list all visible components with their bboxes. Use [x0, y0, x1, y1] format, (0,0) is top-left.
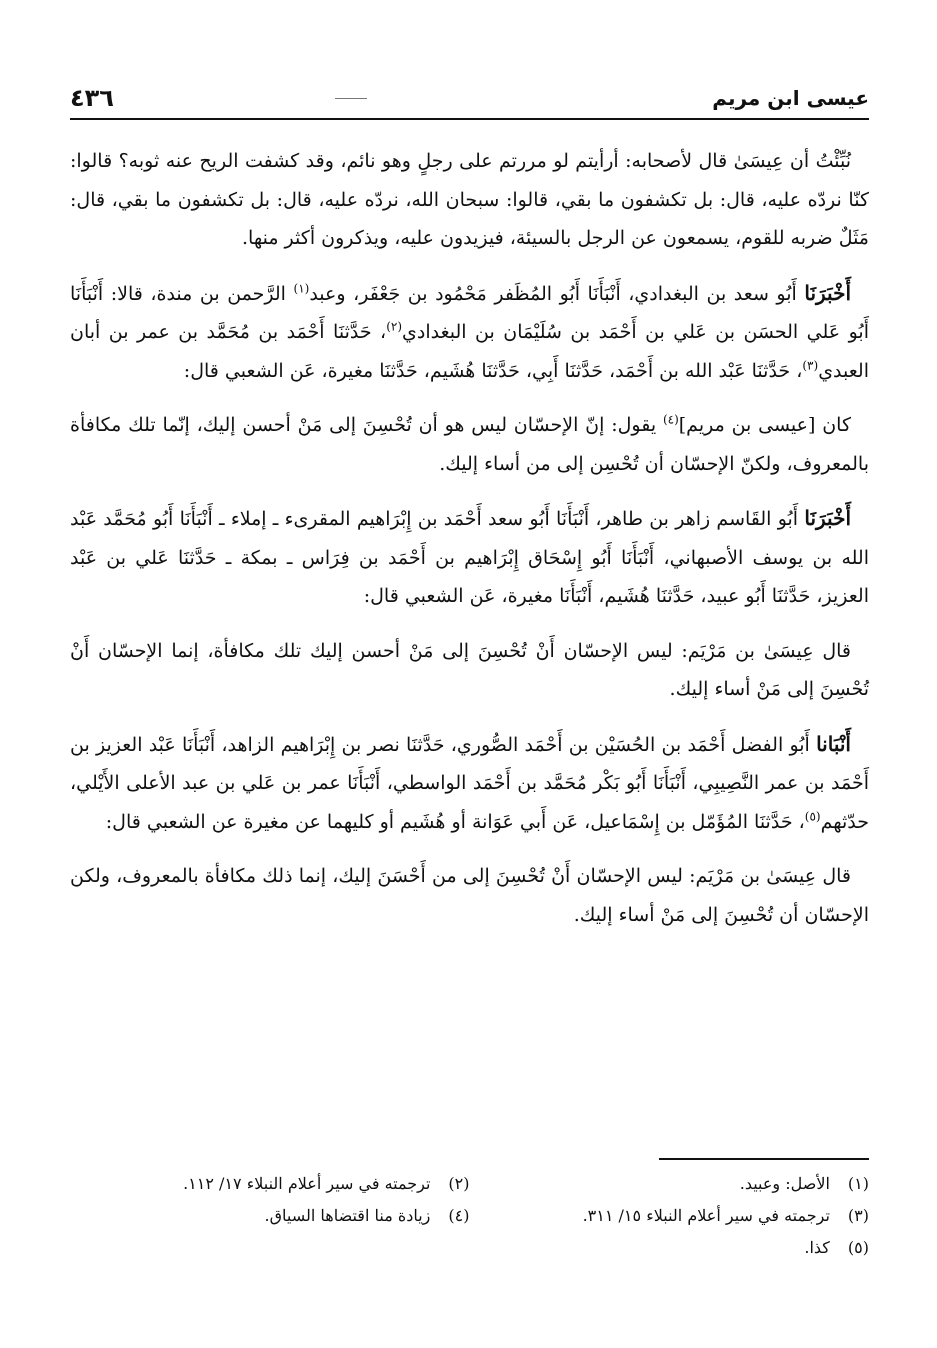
- footnote-2: [70, 1168, 470, 1200]
- footnote-marker: (٢): [386, 319, 403, 334]
- footnote-marker: (١): [293, 281, 310, 296]
- body-text: [70, 142, 869, 950]
- footnote-number: (٥): [847, 1238, 869, 1257]
- isnad-lead-word: أَنْبَانا: [816, 731, 851, 756]
- footnote-number: (١): [847, 1174, 869, 1193]
- text-run: ، حَدَّثنَا عَبْد الله بن أَحْمَد، حَدَّثنَا أَبِي، حَدَّثنَا هُشَيم، حَدَّثنَا مغيرة، عَن الشعبي قال:: [183, 359, 803, 382]
- body-paragraph: [70, 725, 869, 842]
- isnad-lead-word: أَخْبَرَنَا: [804, 280, 851, 305]
- footnote-rule: [659, 1158, 869, 1160]
- text-run: قال عِيسَىٰ بن مَرْيَم: ليس الإحسّان أَنْ تُحْسِنَ إلى مَنْ أحسن إليك تلك مكافأة، إنما الإحسّان أَنْ تُحْسِنَ إلى مَنْ أساء إليك.: [70, 639, 869, 700]
- text-run: نُبِّئْتُ أن عِيسَىٰ قال لأصحابه: أرأيتم لو مررتم على رجلٍ وهو نائم، وقد كشفت الريح عنه ثوبه؟ قالوا: كنّا نردّه عليه، قال: بل تكشفون ما بقي، قالوا: سبحان الله، نردّه عليه، قال: بل تكشفون ما بقي، قال: مَثَلٌ ضربه للقوم، يسمعون عن الرجل بالسيئة، فيزيدون عليه، ويذكرون أكثر منها.: [70, 150, 869, 249]
- text-run: أَبُو سعد بن البغدادي، أَنْبَأَنَا أَبُو المُظَفر مَحْمُود بن جَعْفَر، وعبد: [309, 282, 805, 305]
- footnote-number: (٤): [448, 1206, 470, 1225]
- text-run: ، حَدَّثنَا أَحْمَد بن مُحَمَّد بن عمر بن أبان العبدي: [70, 321, 869, 382]
- body-paragraph: [70, 406, 869, 483]
- body-paragraph: [70, 274, 869, 391]
- footnote-text: الأصل: وعبيد.: [739, 1174, 830, 1193]
- footnote-4: [70, 1200, 470, 1232]
- footnote-number: (٣): [847, 1206, 869, 1225]
- footnote-3: [470, 1200, 870, 1232]
- footnote-marker: (٣): [802, 358, 819, 373]
- footnote-5: [470, 1232, 870, 1264]
- footnote-text: ترجمته في سير أعلام النبلاء ١٥/ ٣١١.: [582, 1206, 830, 1225]
- footnote-number: (٢): [448, 1174, 470, 1193]
- text-run: أَبُو القَاسم زاهر بن طاهر، أَنْبَأَنَا أَبُو سعد أَحْمَد بن إِبْرَاهيم المقرىء ـ إملاء ـ أَنْبَأَنَا أَبُو مُحَمَّد عَبْد الله بن يوسف الأصبهاني، أَنْبَأَنَا أَبُو إِسْحَاق إِبْرَاهيم بن أَحْمَد بن فِرَاس ـ بمكة ـ حَدَّثنَا عَلي بن عَبْد العزيز، حَدَّثنَا أَبُو عبيد، حَدَّثنَا هُشَيم، أَنْبَأَنَا مغيرة، عَن الشعبي قال:: [70, 508, 869, 607]
- footnote-text: زيادة منا اقتضاها السياق.: [264, 1206, 431, 1225]
- footnote-marker: (٥): [804, 809, 821, 824]
- page-header: [70, 82, 869, 120]
- running-title: عيسى ابن مريم: [712, 86, 869, 110]
- text-run: الرَّحمن بن مندة، قالا: أَنْبَأَنَا أَبُو عَلي الحسَن بن عَلي بن أَحْمَد بن سُلَيْمَان بن البغدادي: [70, 282, 869, 343]
- body-paragraph: [70, 857, 869, 934]
- footnotes: [70, 1168, 869, 1264]
- footnote-text: كذا.: [804, 1238, 830, 1257]
- footnote-text: ترجمته في سير أعلام النبلاء ١٧/ ١١٢.: [183, 1174, 431, 1193]
- text-run: أَبُو الفضل أَحْمَد بن الحُسَيْن بن أَحْمَد الصُّوري، حَدَّثنَا نصر بن إِبْرَاهيم الزاهد، أَنْبَأَنَا عَبْد العزيز بن أَحْمَد بن عمر النَّصِيبِي، أَنْبَأَنَا أَبُو بَكْر مُحَمَّد بن أَحْمَد الواسطي، أَنْبَأَنَا عمر بن عَلي بن عبد الأعلى الأَيْلي، حدّثهم: [70, 733, 870, 833]
- footnote-row: [70, 1168, 869, 1200]
- footnote-row: [70, 1232, 869, 1264]
- text-run: كان [عيسى بن مريم]: [678, 414, 852, 436]
- page-number: ٤٣٦: [70, 84, 114, 112]
- text-run: قال عِيسَىٰ بن مَرْيَم: ليس الإحسّان أَنْ تُحْسِنَ إلى من أَحْسَنَ إليك، إنما ذلك مكافأة بالمعروف، ولكن الإحسّان أن تُحْسِنَ إلى مَنْ أساء إليك.: [70, 865, 869, 926]
- text-run: ، حَدَّثنَا المُؤَمّل بن إِسْمَاعيل، عَن أَبي عَوَانة أو هُشَيم أو كليهما عن مغيرة عن الشعبي قال:: [105, 810, 805, 833]
- isnad-lead-word: أَخْبَرَنَا: [804, 506, 851, 530]
- body-paragraph: [70, 499, 869, 616]
- footnote-marker: (٤): [662, 412, 679, 427]
- footnote-row: [70, 1200, 869, 1232]
- body-paragraph: [70, 142, 869, 258]
- body-paragraph: [70, 632, 869, 709]
- text-run: يقول: إنّ الإحسّان ليس هو أن تُحْسِنَ إلى مَنْ أحسن إليك، إنّما تلك مكافأة بالمعروف، ولكنّ الإحسّان أن تُحْسِن إلى من أساء إليك.: [70, 414, 869, 475]
- header-ornament: [335, 98, 367, 99]
- footnote-1: [470, 1168, 870, 1200]
